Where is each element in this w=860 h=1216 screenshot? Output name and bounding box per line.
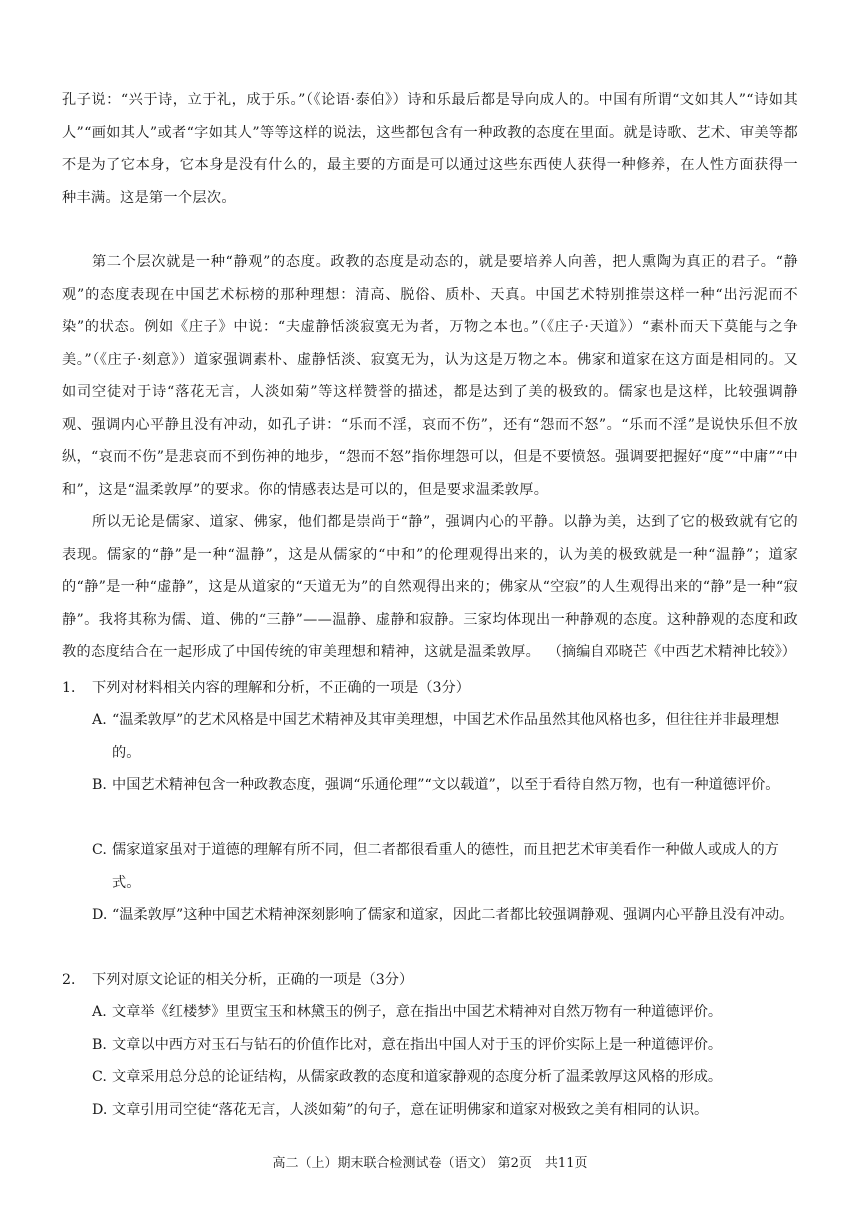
passage-paragraph-3: 所以无论是儒家、道家、佛家，他们都是崇尚于“静”，强调内心的平静。以静为美，达到了它的极致就有它的表现。儒家的“静”是一种“温静”，这是从儒家的“中和”的伦理观得出来的，认为美的极致就是一种“温静”；道家的“静”是一种“虚静”，这是从道家的“天道无为”的自然观得出来的；佛家从“空寂”的人生观得出来的“静”是一种“寂静”。我将其称为儒、道、佛的“三静”——温静、虚静和寂静。三家均体现出一种静观的态度。这种静观的态度和政教的态度结合在一起形成了中国传统的审美理想和精神，这就是温柔敦厚。 <box>62 514 798 660</box>
option-key: B. <box>92 1037 107 1053</box>
option-text: 文章举《红楼梦》里贾宝玉和林黛玉的例子，意在指出中国艺术精神对自然万物有一种道德评价。 <box>112 1004 723 1020</box>
question-1-option-d <box>92 899 804 932</box>
passage-paragraph-2: 第二个层次就是一种“静观”的态度。政教的态度是动态的，就是要培养人向善，把人熏陶为真正的君子。“静观”的态度表现在中国艺术标榜的那种理想：清高、脱俗、质朴、天真。中国艺术特别推崇这样一种“出污泥而不染”的状态。例如《庄子》中说：“夫虚静恬淡寂寞无为者，万物之本也。”（《庄子·天道》）“素朴而天下莫能与之争美。”（《庄子·刻意》）道家强调素朴、虚静恬淡、寂寞无为，认为这是万物之本。佛家和道家在这方面是相同的。又如司空徒对于诗“落花无言，人淡如菊”等这样赞誉的描述，都是达到了美的极致的。儒家也是这样，比较强调静观、强调内心平静且没有冲动，如孔子讲：“乐而不淫，哀而不伤”，还有“怨而不怒”。“乐而不淫”是说快乐但不放纵，“哀而不伤”是悲哀而不到伤神的地步，“怨而不怒”指你埋怨可以，但是不要愤怒。强调要把握好“度”“中庸”“中和”，这是“温柔敦厚”的要求。你的情感表达是可以的，但是要求温柔敦厚。 <box>62 254 798 498</box>
question-2-option-d <box>92 1094 804 1127</box>
question-2-option-a <box>92 996 804 1029</box>
option-key: C. <box>92 842 107 858</box>
option-key: C. <box>92 1069 107 1085</box>
question-text: 下列对材料相关内容的理解和分析，不正确的一项是（3分） <box>92 680 470 696</box>
question-text: 下列对原文论证的相关分析，正确的一项是（3分） <box>92 972 414 988</box>
option-text: 中国艺术精神包含一种政教态度，强调“乐通伦理”“文以载道”，以至于看待自然万物，也有一种道德评价。 <box>112 777 780 793</box>
question-1-option-c <box>92 834 804 899</box>
option-text: “温柔敦厚”这种中国艺术精神深刻影响了儒家和道家，因此二者都比较强调静观、强调内心平静且没有冲动。 <box>112 907 794 923</box>
option-text: 儒家道家虽对于道德的理解有所不同，但二者都很看重人的德性，而且把艺术审美看作一种做人或成人的方式。 <box>112 842 779 891</box>
option-text: 文章引用司空徒“落花无言，人淡如菊”的句子，意在证明佛家和道家对极致之美有相同的认识。 <box>112 1102 709 1118</box>
question-1-stem <box>62 672 802 705</box>
option-key: B. <box>92 777 107 793</box>
question-2-stem <box>62 964 802 997</box>
option-key: D. <box>92 1102 108 1118</box>
option-text: “温柔敦厚”的艺术风格是中国艺术精神及其审美理想，中国艺术作品虽然其他风格也多，但往往并非最理想的。 <box>112 712 780 761</box>
option-key: A. <box>92 712 107 728</box>
passage-paragraph-1: 孔子说：“兴于诗，立于礼，成于乐。”（《论语·泰伯》）诗和乐最后都是导向成人的。中国有所谓“文如其人”“诗如其人”“画如其人”或者“字如其人”等等这样的说法，这些都包含有一种政教的态度在里面。就是诗歌、艺术、审美等都不是为了它本身，它本身是没有什么的，最主要的方面是可以通过这些东西使人获得一种修养，在人性方面获得一种丰满。这是第一个层次。 <box>62 92 798 206</box>
question-1-option-b <box>92 769 804 802</box>
question-2-option-b <box>92 1029 804 1062</box>
option-text: 文章以中西方对玉石与钻石的价值作比对，意在指出中国人对于玉的评价实际上是一种道德评价。 <box>112 1037 723 1053</box>
page-footer: 高二（上）期末联合检测试卷（语文） 第2页 共11页 <box>272 1156 588 1171</box>
option-text: 文章采用总分总的论证结构，从儒家政教的态度和道家静观的态度分析了温柔敦厚这风格的形成。 <box>112 1069 723 1085</box>
option-key: A. <box>92 1004 107 1020</box>
option-key: D. <box>92 907 108 923</box>
question-1-option-a <box>92 704 804 769</box>
question-number: 1． <box>62 680 86 696</box>
question-2-option-c <box>92 1061 804 1094</box>
passage-source: （摘编自邓晓芒《中西艺术精神比较》） <box>547 644 796 660</box>
question-number: 2． <box>62 972 86 988</box>
